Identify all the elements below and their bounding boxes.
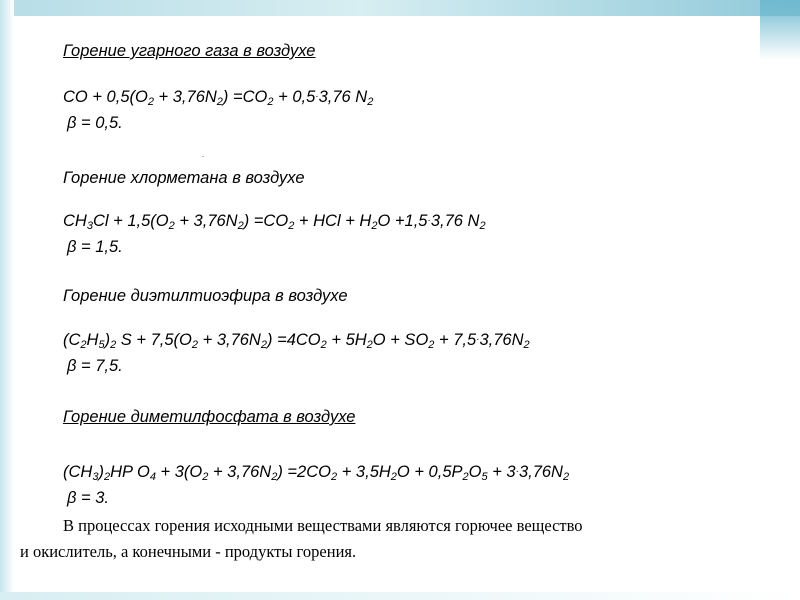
eq-text: O +1,5: [377, 212, 428, 230]
eq-sub: 2: [271, 471, 278, 483]
eq-text: O + 0,5P: [396, 463, 463, 481]
eq-text: + 3,5H: [337, 463, 391, 481]
eq-text: O: [468, 463, 482, 481]
eq-sub: 5: [98, 339, 105, 351]
eq-text: ) =CO: [243, 212, 289, 230]
beta-value-diethylthioether: β = 7,5.: [67, 357, 123, 375]
eq-text: H: [86, 331, 99, 349]
section-heading-dimethylphosphate: Горение диметилфосфата в воздухе: [63, 408, 356, 426]
eq-sub: 2: [288, 220, 295, 232]
equation-diethylthioether: [63, 331, 530, 351]
eq-text: 3,76 N: [430, 212, 480, 230]
eq-sub: 2: [191, 339, 199, 351]
eq-text: + 5H: [326, 331, 367, 349]
eq-text: + 3(O: [155, 463, 203, 481]
eq-sub: 2: [366, 339, 373, 351]
eq-text: + 3,76N: [198, 331, 261, 349]
multiply-dot: ·: [427, 215, 431, 226]
eq-text: CO + 0,5(O: [63, 88, 148, 106]
conclusion-paragraph-line1: В процессах горения исходными веществами являются горючее вещество: [63, 516, 583, 535]
eq-sub: 4: [149, 471, 156, 483]
eq-sub: 2: [331, 471, 338, 483]
eq-text: ) =4CO: [266, 331, 321, 349]
eq-text: + 3,76N: [208, 463, 272, 481]
eq-sub: 2: [462, 471, 469, 483]
eq-text: CH: [63, 212, 87, 230]
eq-text: ) =CO: [222, 88, 268, 106]
eq-sub: 2: [320, 339, 327, 351]
eq-text: ) =2CO: [277, 463, 331, 481]
multiply-dot: ·: [315, 91, 319, 102]
eq-sub: 2: [103, 471, 111, 483]
eq-sub: 2: [267, 96, 274, 108]
eq-text: ): [104, 331, 111, 349]
eq-sub: 2: [523, 339, 530, 351]
eq-sub: 2: [216, 96, 223, 108]
eq-sub: 2: [562, 471, 570, 483]
eq-sub: 2: [237, 220, 244, 232]
eq-text: (C: [63, 331, 81, 349]
equation-co: [63, 88, 373, 108]
eq-text: O + SO: [372, 331, 429, 349]
eq-sub: 2: [80, 339, 87, 351]
eq-sub: 2: [110, 339, 117, 351]
eq-text: + 3: [487, 463, 516, 481]
conclusion-paragraph-line2: и окислитель, а конечными - продукты горения.: [20, 542, 357, 561]
eq-sub: 2: [147, 96, 154, 108]
eq-text: + 3,76N: [174, 212, 238, 230]
eq-text: + HCl + H: [294, 212, 372, 230]
beta-value-co: β = 0,5.: [67, 114, 123, 132]
equation-chloromethane: [63, 212, 486, 232]
eq-sub: 2: [260, 339, 267, 351]
section-heading-diethylthioether: Горение диэтилтиоэфира в воздухе: [63, 287, 348, 305]
eq-sub: 3: [92, 471, 99, 483]
equation-dimethylphosphate: [63, 463, 569, 483]
eq-text: 3,76 N: [318, 88, 368, 106]
eq-sub: 2: [479, 220, 486, 232]
eq-text: Cl + 1,5(O: [92, 212, 169, 230]
eq-text: + 7,5: [434, 331, 477, 349]
beta-value-dimethylphosphate: β = 3.: [67, 489, 109, 507]
eq-sub: 2: [168, 220, 175, 232]
multiply-dot: ·: [476, 334, 480, 345]
eq-text: + 3,76N: [153, 88, 217, 106]
eq-text: S + 7,5(O: [116, 331, 192, 349]
eq-text: ): [98, 463, 104, 481]
beta-value-chloromethane: β = 1,5.: [67, 238, 123, 256]
eq-sub: 2: [390, 471, 397, 483]
eq-sub: 2: [367, 96, 374, 108]
section-heading-co: Горение угарного газа в воздухе: [63, 42, 316, 60]
multiply-dot: ·: [515, 466, 519, 477]
eq-text: 3,76N: [518, 463, 563, 481]
eq-text: (CH: [63, 463, 93, 481]
eq-sub: 3: [86, 220, 93, 232]
section-heading-chloromethane: Горение хлорметана в воздухе: [63, 169, 305, 187]
eq-text: + 0,5: [273, 88, 316, 106]
eq-text: HP O: [110, 463, 150, 481]
eq-sub: 2: [202, 471, 209, 483]
eq-text: 3,76N: [479, 331, 524, 349]
eq-sub: 2: [371, 220, 378, 232]
eq-sub: 5: [481, 471, 488, 483]
eq-sub: 2: [428, 339, 435, 351]
stray-dot: .: [202, 150, 205, 159]
